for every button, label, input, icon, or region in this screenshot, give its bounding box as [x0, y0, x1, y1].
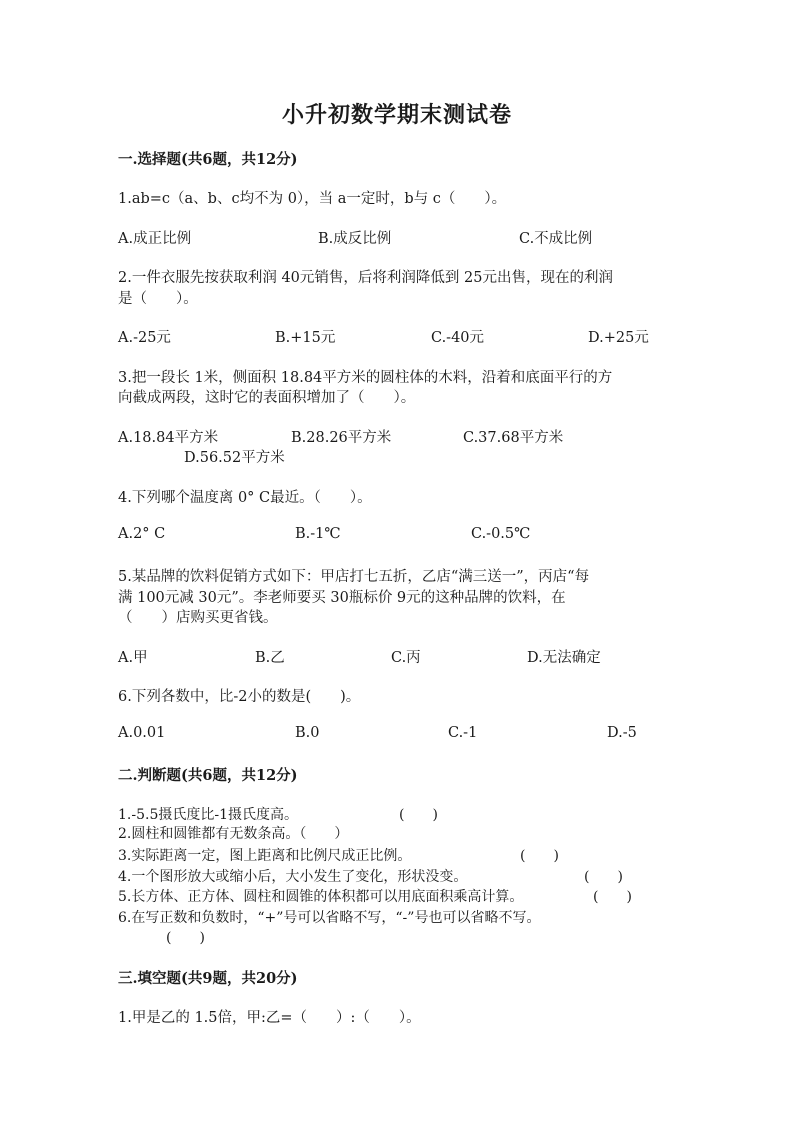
question-5-option-d: D.无法确定	[527, 650, 601, 666]
question-3-option-b: B.28.26平方米	[291, 430, 392, 446]
judgement-2-text: 2.圆柱和圆锥都有无数条高。（ ）	[118, 826, 349, 842]
judgement-1-text: 1.-5.5摄氏度比-1摄氏度高。	[118, 807, 298, 823]
question-5-line-2: 满 100元减 30元”。李老师要买 30瓶标价 9元的这种品牌的饮料，在	[118, 590, 566, 606]
question-2-option-c: C.-40元	[431, 330, 485, 346]
judgement-1-blank: ( )	[399, 807, 438, 823]
question-4-option-b: B.-1℃	[295, 526, 341, 542]
question-2-option-a: A.-25元	[118, 330, 171, 346]
question-4-option-c: C.-0.5℃	[471, 526, 531, 542]
question-2-option-d: D.+25元	[588, 330, 649, 346]
question-3-line-2: 向截成两段，这时它的表面积增加了（ ）。	[118, 390, 416, 406]
judgement-3-text: 3.实际距离一定，图上距离和比例尺成正比例。	[118, 848, 412, 864]
question-6-stem: 6.下列各数中，比-2小的数是( )。	[118, 689, 361, 705]
judgement-6-blank: ( )	[166, 930, 205, 946]
judgement-4-blank: ( )	[584, 869, 623, 885]
question-1-stem: 1.ab=c（a、b、c均不为 0），当 a一定时，b与 c（ ）。	[118, 191, 507, 207]
section-1-heading: 一.选择题(共6题，共12分)	[118, 151, 298, 168]
question-2-option-b: B.+15元	[275, 330, 336, 346]
page-title: 小升初数学期末测试卷	[281, 102, 512, 128]
question-6-option-a: A.0.01	[118, 725, 166, 741]
section-2-heading: 二.判断题(共6题，共12分)	[118, 767, 298, 784]
question-6-option-d: D.-5	[607, 725, 637, 741]
question-3-option-c: C.37.68平方米	[463, 430, 564, 446]
judgement-5-blank: ( )	[593, 889, 632, 905]
section-3-heading: 三.填空题(共9题，共20分)	[118, 970, 298, 987]
judgement-6-text: 6.在写正数和负数时，“+”号可以省略不写，“-”号也可以省略不写。	[118, 910, 541, 926]
question-4-option-a: A.2° C	[118, 526, 166, 542]
question-2-line-1: 2.一件衣服先按获取利润 40元销售，后将利润降低到 25元出售，现在的利润	[118, 270, 613, 286]
question-5-option-c: C.丙	[391, 650, 421, 666]
question-3-line-1: 3.把一段长 1米，侧面积 18.84平方米的圆柱体的木料，沿着和底面平行的方	[118, 370, 613, 386]
question-3-option-a: A.18.84平方米	[118, 430, 219, 446]
question-1-option-b: B.成反比例	[318, 231, 392, 247]
question-6-option-b: B.0	[295, 725, 320, 741]
question-2-line-2: 是（ ）。	[118, 291, 198, 307]
fill-1-text: 1.甲是乙的 1.5倍，甲:乙=（ ）:（ ）。	[118, 1010, 421, 1026]
question-3-option-d: D.56.52平方米	[184, 450, 285, 466]
judgement-4-text: 4.一个图形放大或缩小后，大小发生了变化，形状没变。	[118, 869, 468, 885]
question-1-option-a: A.成正比例	[118, 231, 192, 247]
question-5-line-1: 5.某品牌的饮料促销方式如下：甲店打七五折，乙店“满三送一”，丙店“每	[118, 569, 590, 585]
question-4-stem: 4.下列哪个温度离 0° C最近。（ ）。	[118, 490, 372, 506]
judgement-5-text: 5.长方体、正方体、圆柱和圆锥的体积都可以用底面积乘高计算。	[118, 889, 524, 905]
question-5-line-3: （ ）店购买更省钱。	[118, 610, 278, 626]
question-5-option-a: A.甲	[118, 650, 148, 666]
question-6-option-c: C.-1	[448, 725, 478, 741]
judgement-3-blank: ( )	[520, 848, 559, 864]
question-1-option-c: C.不成比例	[519, 231, 593, 247]
question-5-option-b: B.乙	[255, 650, 285, 666]
